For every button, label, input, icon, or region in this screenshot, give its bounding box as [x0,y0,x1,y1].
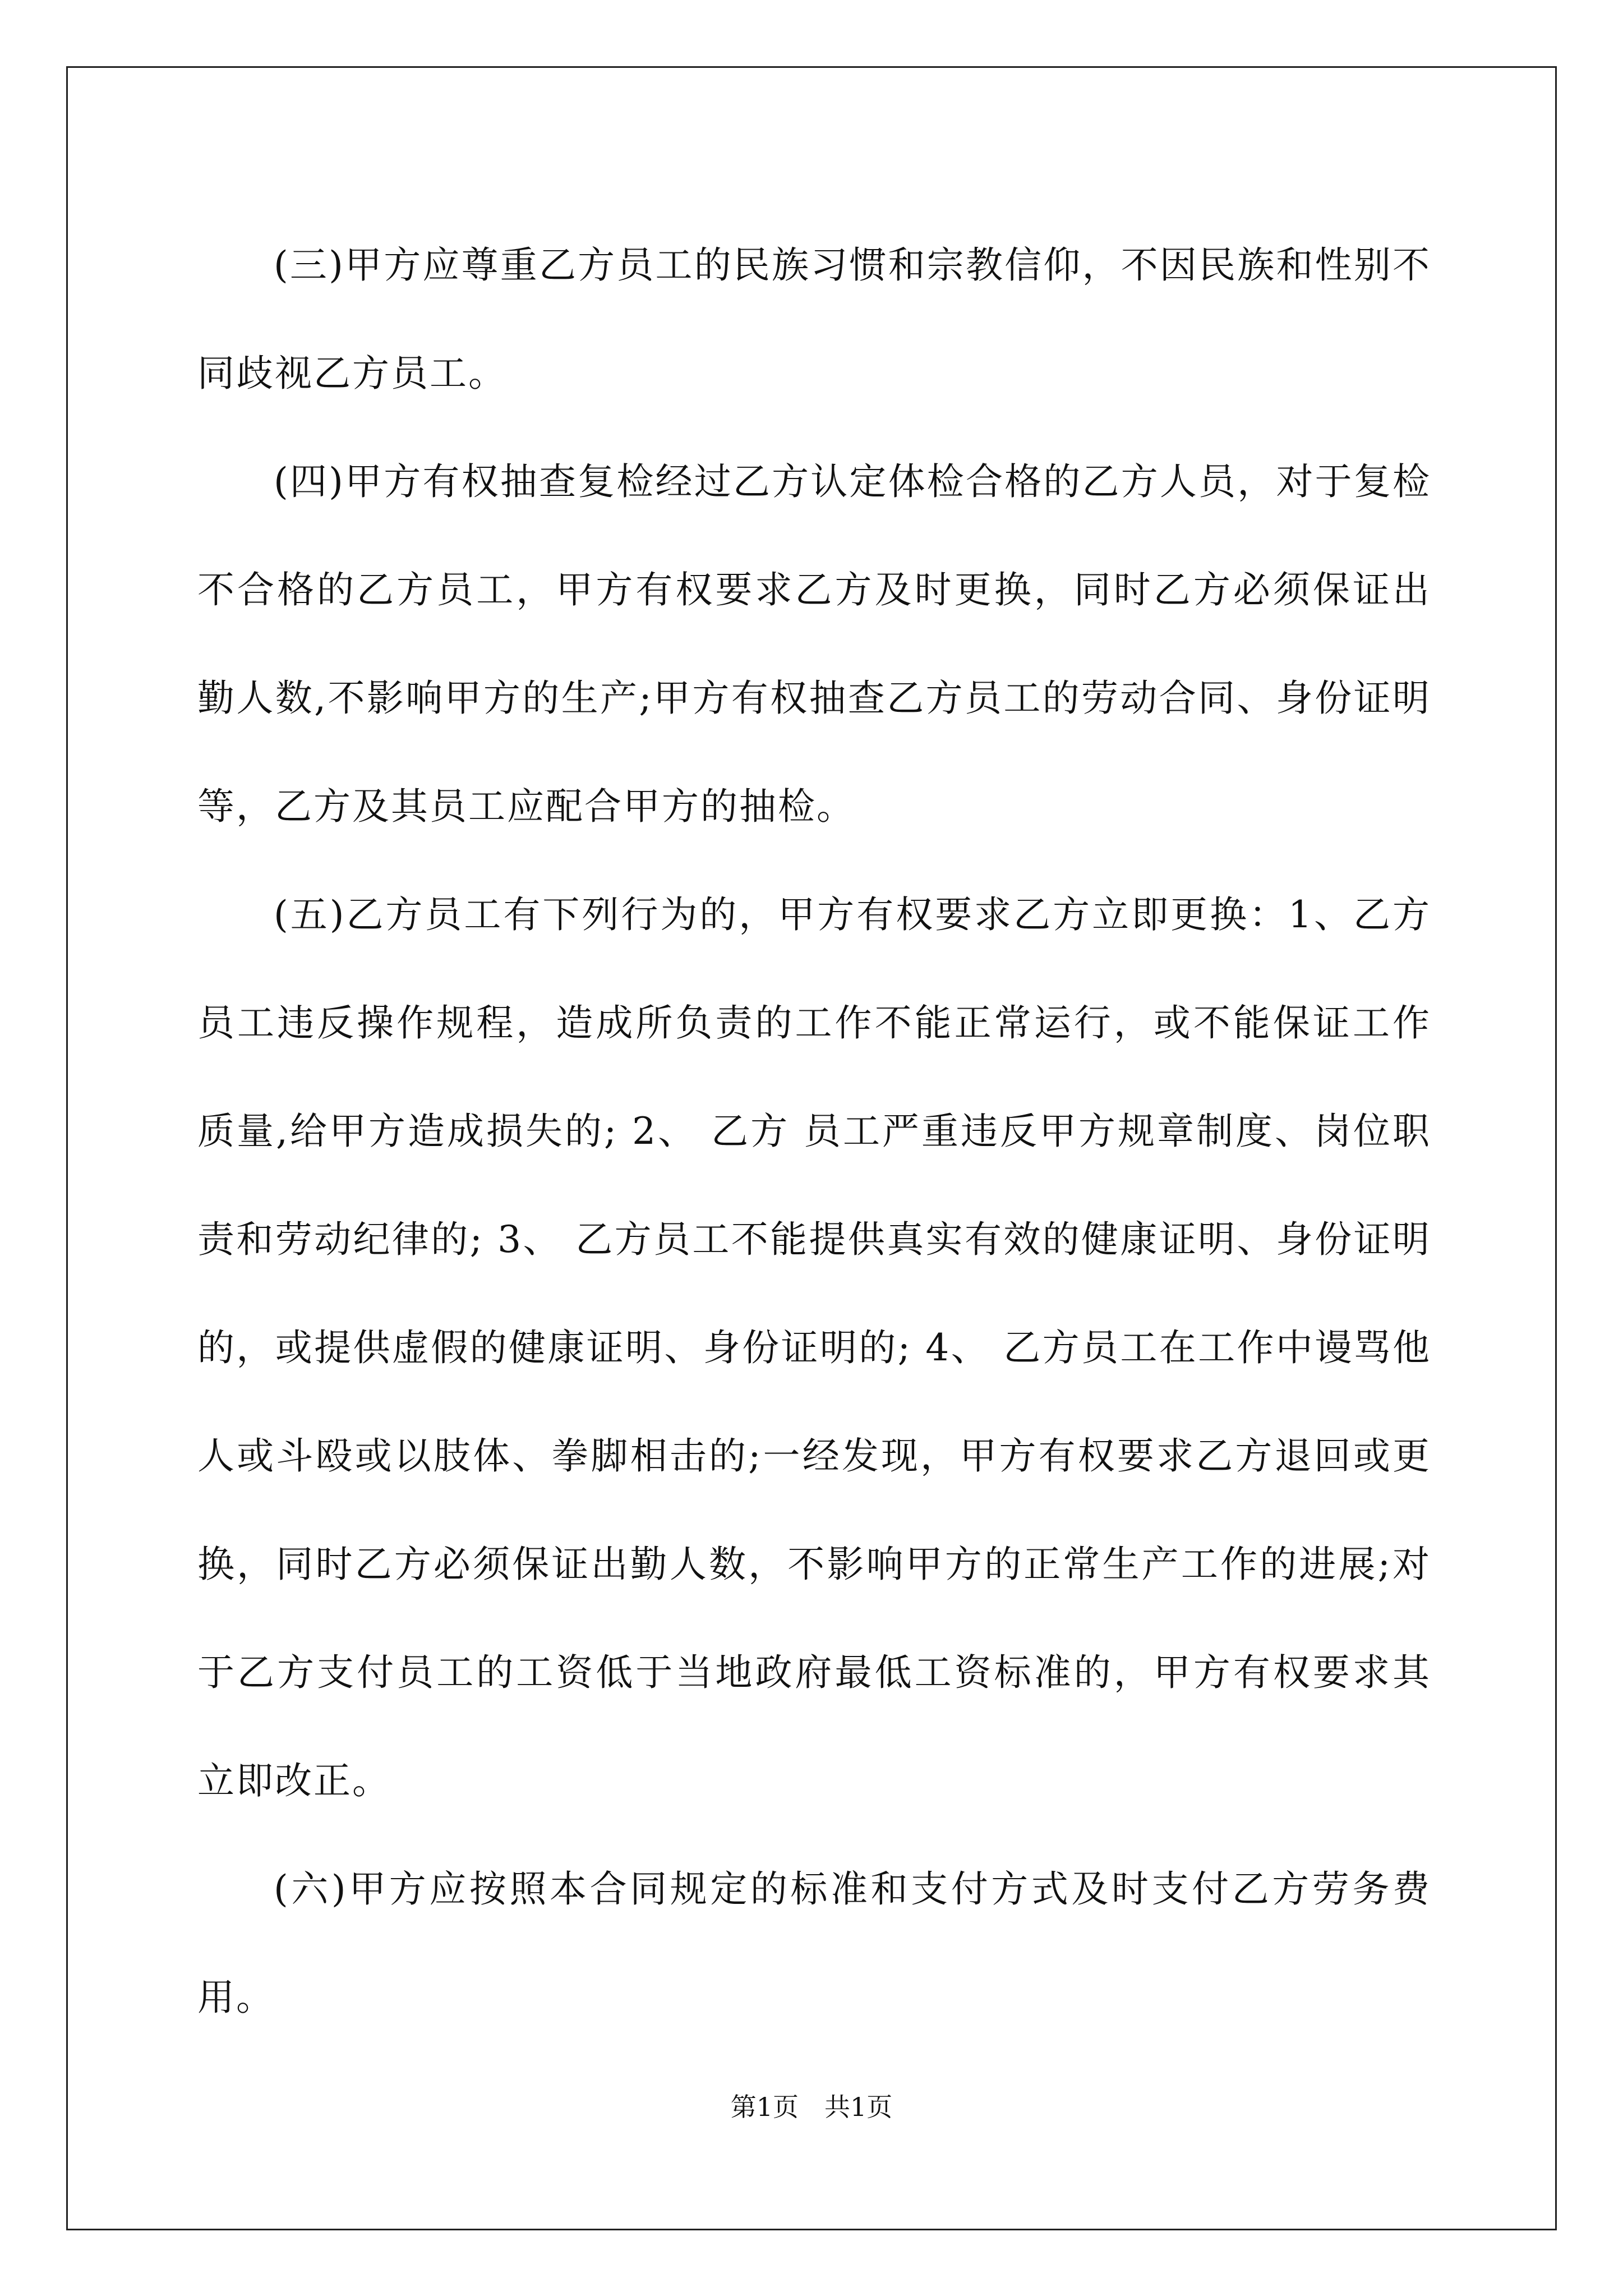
paragraph-5: (五)乙方员工有下列行为的，甲方有权要求乙方立即更换：1、乙方员工违反操作规程，造成所负责的工作不能正常运行，或不能保证工作质量,给甲方造成损失的; 2、 乙方 员工严重违反甲方规章制度、岗位职责和劳动纪律的; 3、 乙方员工不能提供真实有效的健康证明、身份证明的，或提供虚假的健康证明、身份证明的; 4、 乙方员工在工作中谩骂他人或斗殴或以肢体、拳脚相击的;一经发现，甲方有权要求乙方退回或更换，同时乙方必须保证出勤人数，不影响甲方的正常生产工作的进展;对于乙方支付员工的工资低于当地政府最低工资标准的，甲方有权要求其立即改正。 [197,893,1431,1802]
paragraph-4: (四)甲方有权抽查复检经过乙方认定体检合格的乙方人员，对于复检不合格的乙方员工，甲方有权要求乙方及时更换，同时乙方必须保证出勤人数,不影响甲方的生产;甲方有权抽查乙方员工的劳动合同、身份证明等，乙方及其员工应配合甲方的抽检。 [197,460,1431,828]
document-body [197,211,1431,2051]
paragraph-3: (三)甲方应尊重乙方员工的民族习惯和宗教信仰，不因民族和性别不同歧视乙方员工。 [197,243,1431,395]
paragraph-6: (六)甲方应按照本合同规定的标准和支付方式及时支付乙方劳务费用。 [197,1867,1431,2019]
page-number-footer: 第1页 共1页 [730,2092,893,2122]
